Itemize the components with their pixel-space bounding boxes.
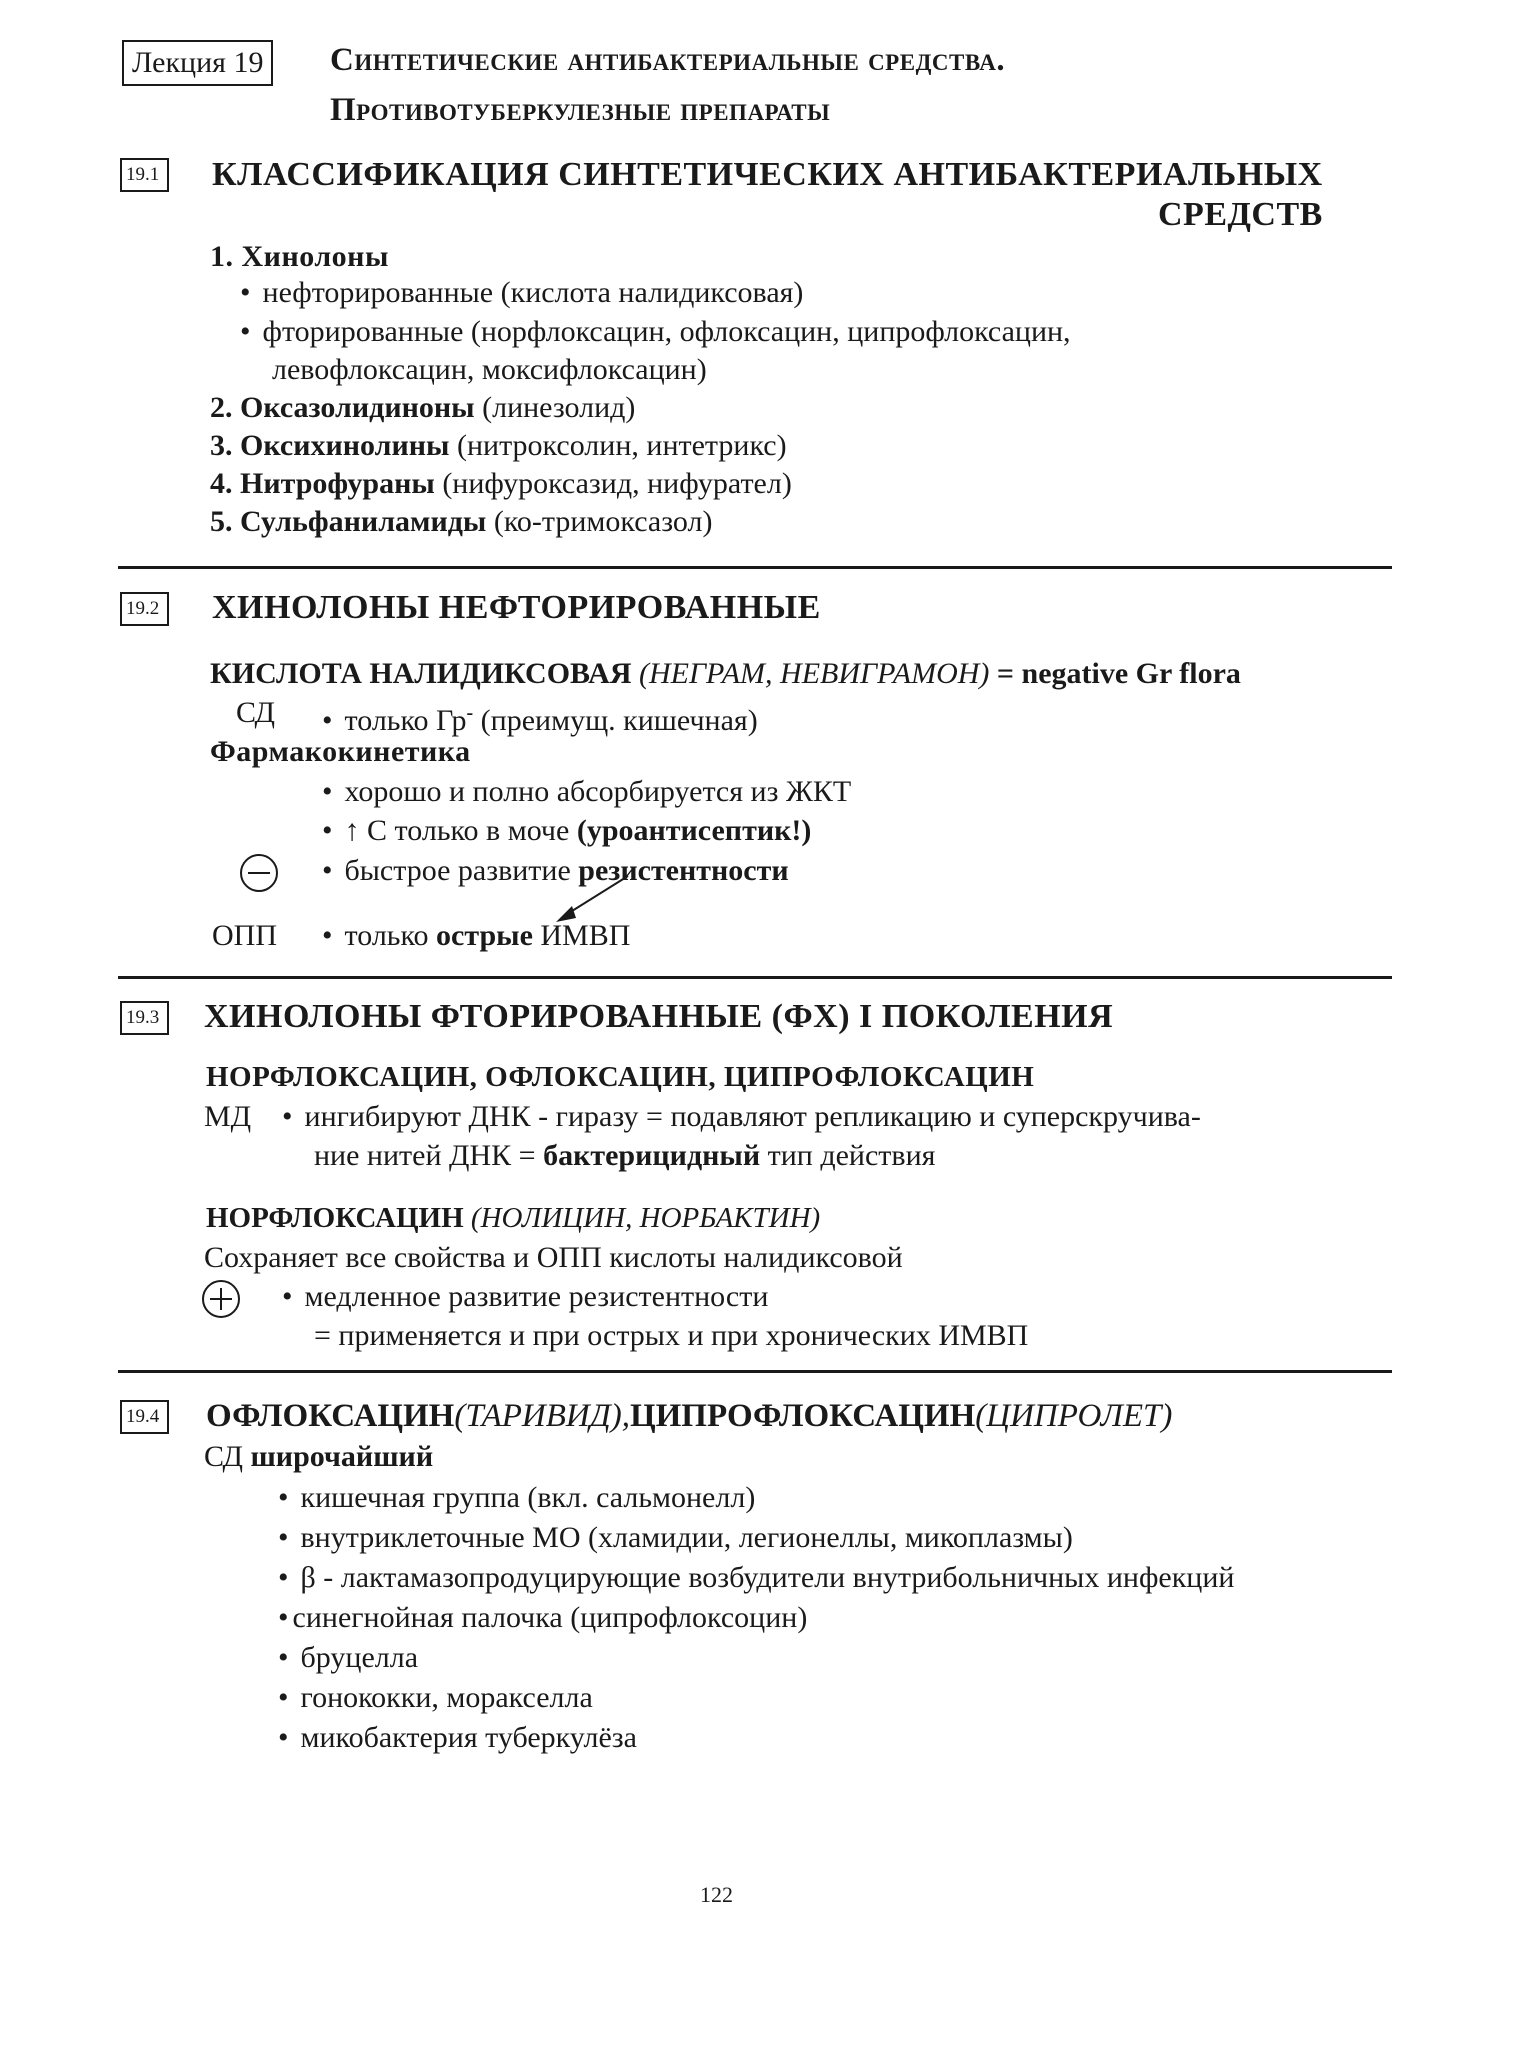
list-item: • микобактерия туберкулёза	[278, 1718, 637, 1758]
page-title-line1: Синтетические антибактериальные средства.	[330, 42, 1006, 78]
class-item-1-sub2-cont: левофлоксацин, моксифлоксацин)	[272, 353, 707, 386]
plus-line-1: • медленное развитие резистентности	[282, 1277, 768, 1317]
divider	[118, 566, 1392, 569]
class-item-1-sub1: • нефторированные (кислота налидиксовая)	[240, 273, 803, 313]
bullet-icon: •	[322, 775, 333, 808]
class-item-5: 5. Сульфаниламиды (ко-тримоксазол)	[210, 505, 713, 538]
section-number-19-2: 19.2	[120, 592, 169, 626]
section-number-19-4: 19.4	[120, 1400, 169, 1434]
section-title-19-2: ХИНОЛОНЫ НЕФТОРИРОВАННЫЕ	[212, 589, 821, 626]
divider	[118, 976, 1392, 979]
class-item-1: 1. Хинолоны	[210, 240, 389, 273]
list-item: • кишечная группа (вкл. сальмонелл)	[278, 1478, 755, 1518]
md-line-1: • ингибируют ДНК - гиразу = подавляют репликацию и суперскручива-	[282, 1097, 1201, 1137]
bullet-icon: •	[278, 1521, 289, 1554]
bullet-icon: •	[282, 1100, 293, 1133]
sd-spectrum: • только Гр- (преимущ. кишечная)	[322, 693, 758, 741]
section-title-19-3: ХИНОЛОНЫ ФТОРИРОВАННЫЕ (ФХ) I ПОКОЛЕНИЯ	[204, 998, 1114, 1035]
md-line-2: ние нитей ДНК = бактерицидный тип действия	[314, 1139, 936, 1172]
bullet-icon: •	[278, 1561, 289, 1594]
bullet-icon: •	[278, 1481, 289, 1514]
class-item-1-sub2: • фторированные (норфлоксацин, офлоксацин, ципрофлоксацин,	[240, 312, 1071, 352]
bullet-icon: •	[282, 1280, 293, 1313]
bullet-icon: •	[278, 1681, 289, 1714]
bullet-icon: •	[278, 1641, 289, 1674]
sd-broad: СД широчайший	[204, 1440, 434, 1473]
bullet-icon: •	[278, 1721, 289, 1754]
norfloxacin-keeps: Сохраняет все свойства и ОПП кислоты налидиксовой	[204, 1241, 903, 1274]
fq-drugs: НОРФЛОКСАЦИН, ОФЛОКСАЦИН, ЦИПРОФЛОКСАЦИН	[206, 1061, 1035, 1093]
md-label: МД	[204, 1100, 252, 1133]
section-number-19-1: 19.1	[120, 158, 169, 192]
nalidixic-heading: КИСЛОТА НАЛИДИКСОВАЯ (НЕГРАМ, НЕВИГРАМОН) = negative Gr flora	[210, 657, 1241, 690]
list-item: • бруцелла	[278, 1638, 418, 1678]
bullet-icon: •	[240, 276, 251, 309]
opp-text: • только острые ИМВП	[322, 916, 630, 956]
page-number: 122	[700, 1882, 733, 1907]
bullet-icon: •	[240, 315, 251, 348]
bullet-icon: •	[322, 854, 333, 887]
pk-item-3: • быстрое развитие резистентности	[322, 851, 789, 891]
list-item: • гонококки, моракселла	[278, 1678, 593, 1718]
plus-circle-icon	[202, 1280, 240, 1318]
section-title-19-1: КЛАССИФИКАЦИЯ СИНТЕТИЧЕСКИХ АНТИБАКТЕРИАЛЬНЫХ	[212, 156, 1323, 193]
lecture-label-box	[122, 40, 273, 86]
sd-label: СД	[236, 696, 275, 729]
minus-circle-icon	[240, 854, 278, 892]
pk-item-2: • ↑ С только в моче (уроантисептик!)	[322, 811, 811, 851]
section-title-19-1-cont: СРЕДСТВ	[1158, 196, 1323, 233]
bullet-icon: •	[278, 1601, 289, 1634]
section-title-19-4: ОФЛОКСАЦИН(ТАРИВИД),ЦИПРОФЛОКСАЦИН(ЦИПРОЛЕТ)	[206, 1398, 1173, 1434]
norfloxacin-heading: НОРФЛОКСАЦИН (НОЛИЦИН, НОРБАКТИН)	[206, 1202, 821, 1234]
plus-line-2: = применяется и при острых и при хронических ИМВП	[314, 1319, 1029, 1352]
lecture-label: Лекция 19	[132, 46, 264, 79]
list-item: • внутриклеточные МО (хламидии, легионеллы, микоплазмы)	[278, 1518, 1073, 1558]
pk-heading: Фармакокинетика	[210, 735, 471, 768]
pk-item-1: • хорошо и полно абсорбируется из ЖКТ	[322, 772, 851, 812]
list-item: • β - лактамазопродуцирующие возбудители внутрибольничных инфекций	[278, 1558, 1234, 1598]
class-item-4: 4. Нитрофураны (нифуроксазид, нифурател)	[210, 467, 792, 500]
class-item-2: 2. Оксазолидиноны (линезолид)	[210, 391, 636, 424]
bullet-icon: •	[322, 704, 333, 737]
list-item: • синегнойная палочка (ципрофлоксоцин)	[278, 1598, 807, 1638]
opp-label: ОПП	[212, 919, 277, 952]
bullet-icon: •	[322, 814, 333, 847]
class-item-3: 3. Оксихинолины (нитроксолин, интетрикс)	[210, 429, 787, 462]
bullet-icon: •	[322, 919, 333, 952]
page-title-line2: Противотуберкулезные препараты	[330, 92, 831, 128]
divider	[118, 1370, 1392, 1373]
section-number-19-3: 19.3	[120, 1001, 169, 1035]
